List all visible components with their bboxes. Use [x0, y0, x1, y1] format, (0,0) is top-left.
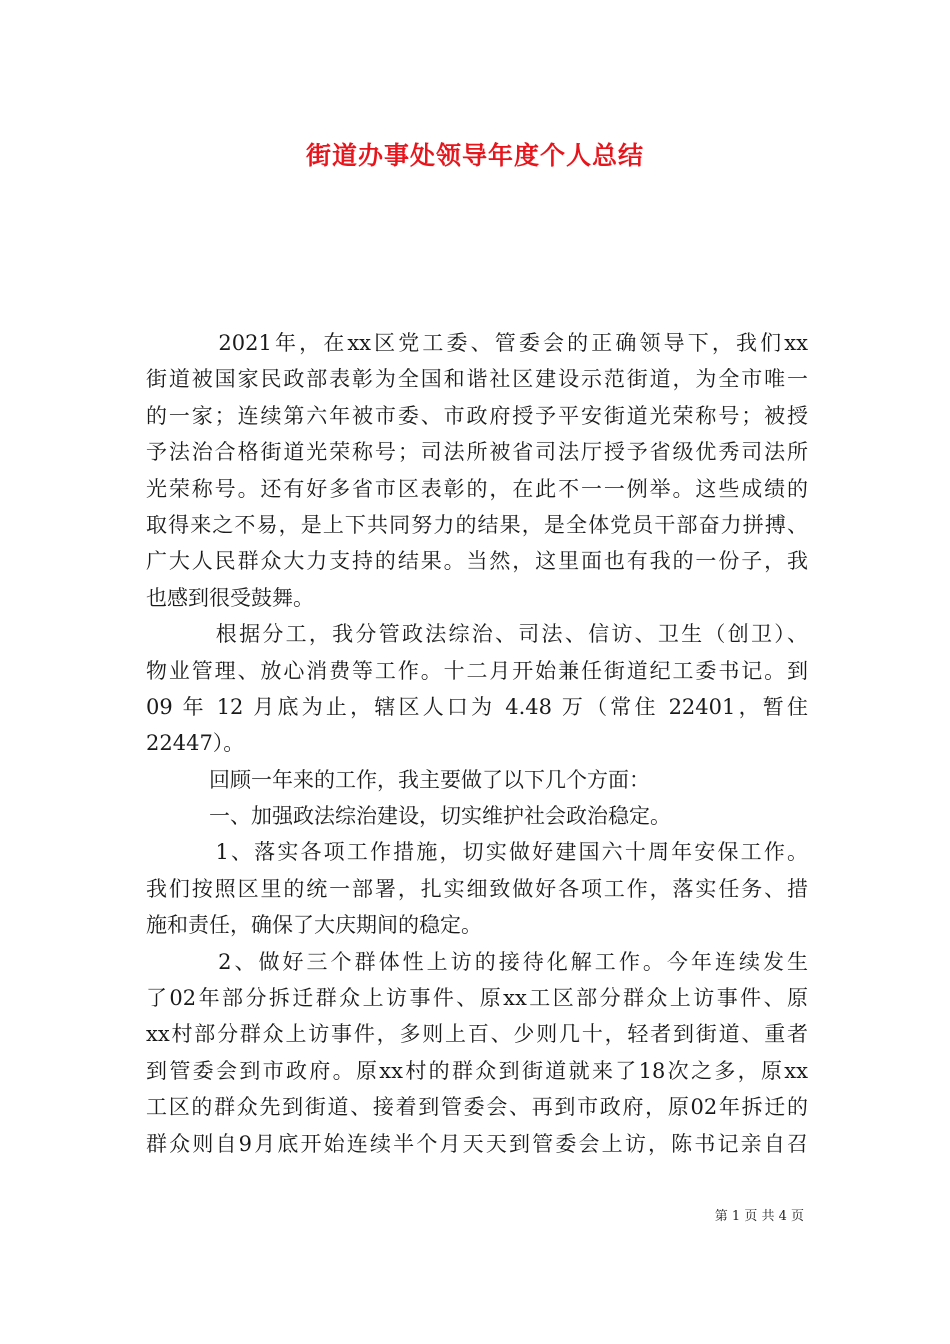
text-line: 广大人民群众大力支持的结果。当然，这里面也有我的一份子，我: [146, 549, 808, 574]
text-line: 到管委会到市政府。原xx村的群众到街道就来了18次之多，原xx: [146, 1058, 808, 1083]
text-line: 物业管理、放心消费等工作。十二月开始兼任街道纪工委书记。到: [146, 658, 808, 683]
text-line: 也感到很受鼓舞。: [146, 585, 314, 610]
document-title: 街道办事处领导年度个人总结: [305, 141, 644, 170]
text-line: 1、落实各项工作措施，切实做好建国六十周年安保工作。: [146, 840, 808, 865]
text-line: xx村部分群众上访事件，多则上百、少则几十，轻者到街道、重者: [146, 1022, 808, 1047]
text-line: 的一家；连续第六年被市委、市政府授予平安街道光荣称号；被授: [146, 403, 808, 428]
text-line: 回顾一年来的工作，我主要做了以下几个方面：: [146, 767, 650, 792]
page-number: 第 1 页 共 4 页: [714, 1209, 804, 1224]
text-line: 2021年，在xx区党工委、管委会的正确领导下，我们xx: [146, 331, 808, 355]
text-line: 街道被国家民政部表彰为全国和谐社区建设示范街道，为全市唯一: [146, 367, 808, 392]
text-line: 09 年 12 月底为止，辖区人口为 4.48 万（常住 22401，暂住: [146, 694, 808, 719]
text-line: 取得来之不易，是上下共同努力的结果，是全体党员干部奋力拼搏、: [146, 512, 808, 537]
text-line: 予法治合格街道光荣称号；司法所被省司法厅授予省级优秀司法所: [146, 440, 808, 465]
text-line: 2、做好三个群体性上访的接待化解工作。今年连续发生: [146, 949, 808, 974]
text-line: 工区的群众先到街道、接着到管委会、再到市政府，原02年拆迁的: [146, 1095, 808, 1120]
text-line: 我们按照区里的统一部署，扎实细致做好各项工作，落实任务、措: [146, 876, 808, 901]
text-line: 光荣称号。还有好多省市区表彰的，在此不一一例举。这些成绩的: [146, 476, 808, 501]
text-line: 22447）。: [146, 731, 245, 756]
text-line: 一、加强政法综治建设，切实维护社会政治稳定。: [146, 804, 671, 829]
text-line: 施和责任，确保了大庆期间的稳定。: [146, 913, 482, 938]
document-body: [146, 325, 808, 1162]
text-line: 群众则自9月底开始连续半个月天天到管委会上访，陈书记亲自召: [146, 1131, 808, 1156]
text-line: 了02年部分拆迁群众上访事件、原xx工区部分群众上访事件、原: [146, 986, 808, 1011]
text-line: 根据分工，我分管政法综治、司法、信访、卫生（创卫）、: [146, 622, 808, 647]
